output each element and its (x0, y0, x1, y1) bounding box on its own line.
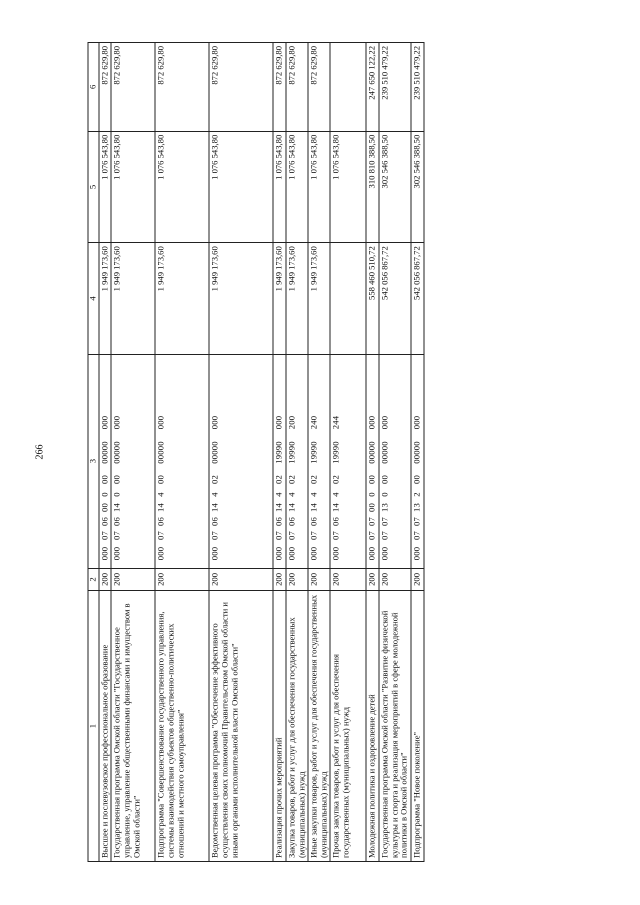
row-amount-v6: 872 629,80 (155, 43, 209, 132)
code-part: 000 (155, 546, 166, 561)
code-part: 00 (379, 475, 390, 485)
code-part: 000 (111, 415, 122, 430)
column-header: 3 (88, 354, 99, 568)
code-part: 000 (99, 415, 110, 430)
row-amount-v4: 1 949 173,60 (99, 243, 112, 354)
code-part: 000 (379, 415, 390, 430)
code-part: 13 (411, 503, 422, 513)
code-part: 02 (286, 475, 297, 485)
row-name: Иные закупки товаров, работ и услуг для обеспечения государственных (муниципальных) нужд (308, 591, 330, 862)
code-part: 000 (99, 546, 110, 561)
code-part: 000 (366, 546, 377, 561)
code-part: 4 (209, 492, 220, 497)
row-admin-code: 200 (411, 568, 424, 591)
row-classification-code (155, 354, 209, 568)
row-admin-code: 200 (111, 568, 155, 591)
row-amount-v5: 1 076 543,80 (155, 131, 209, 242)
row-admin-code: 200 (308, 568, 330, 591)
row-classification-code (209, 354, 273, 568)
code-part: 19990 (286, 441, 297, 464)
code-part: 00 (411, 475, 422, 485)
table-row (379, 43, 411, 862)
row-amount-v6 (330, 43, 366, 132)
row-amount-v5: 1 076 543,80 (286, 131, 308, 242)
row-amount-v4: 1 949 173,60 (111, 243, 155, 354)
code-part: 000 (411, 415, 422, 430)
code-part: 00 (99, 503, 110, 513)
code-part: 00 (155, 475, 166, 485)
code-part: 000 (111, 546, 122, 561)
table-row (273, 43, 286, 862)
row-amount-v4: 1 949 173,60 (308, 243, 330, 354)
row-amount-v4: 1 949 173,60 (209, 243, 273, 354)
row-classification-code (308, 354, 330, 568)
code-part: 00000 (209, 441, 220, 464)
code-part: 14 (111, 503, 122, 513)
code-part: 00 (366, 475, 377, 485)
table-row (330, 43, 366, 862)
code-part: 0 (379, 492, 390, 497)
code-part: 00 (111, 475, 122, 485)
row-name: Подпрограмма "Совершенствование государственного управления, системы взаимодействия субъектов общественно-политических отношений и местного самоуправления" (155, 591, 209, 862)
column-header: 5 (88, 131, 99, 242)
row-classification-code (286, 354, 308, 568)
code-part: 000 (366, 415, 377, 430)
code-part: 06 (286, 517, 297, 527)
code-part: 000 (379, 546, 390, 561)
code-part: 000 (155, 415, 166, 430)
code-part: 07 (366, 531, 377, 541)
code-part: 07 (411, 517, 422, 527)
code-part: 0 (366, 492, 377, 497)
rotated-page-content (88, 42, 553, 862)
code-part: 4 (286, 492, 297, 497)
row-name: Государственная программа Омской области "Развитие физической культуры и спорта и реализация мероприятий в сфере молодежной политики в Омской области" (379, 591, 411, 862)
code-part: 000 (330, 546, 341, 561)
row-admin-code: 200 (155, 568, 209, 591)
code-part: 4 (330, 492, 341, 497)
code-part: 00000 (155, 441, 166, 464)
row-amount-v4: 542 056 867,72 (379, 243, 411, 354)
budget-table (88, 42, 425, 862)
code-part: 000 (273, 546, 284, 561)
code-part: 07 (379, 531, 390, 541)
row-classification-code (273, 354, 286, 568)
code-part: 06 (111, 517, 122, 527)
table-row (99, 43, 112, 862)
code-part: 0 (99, 492, 110, 497)
code-part: 00 (366, 503, 377, 513)
row-amount-v6: 872 629,80 (308, 43, 330, 132)
code-part: 06 (99, 517, 110, 527)
row-amount-v5: 1 076 543,80 (99, 131, 112, 242)
code-part: 000 (286, 546, 297, 561)
row-name: Прочая закупка товаров, работ и услуг для обеспечения государственных (муниципальных) нужд (330, 591, 366, 862)
table-row (155, 43, 209, 862)
table-row (209, 43, 273, 862)
code-part: 240 (308, 415, 319, 430)
code-part: 07 (308, 531, 319, 541)
page-number: 266 (34, 444, 46, 460)
column-header: 4 (88, 243, 99, 354)
code-part: 02 (308, 475, 319, 485)
table-row (111, 43, 155, 862)
code-part: 2 (411, 492, 422, 497)
code-part: 07 (411, 531, 422, 541)
row-admin-code: 200 (99, 568, 112, 591)
row-amount-v4: 1 949 173,60 (155, 243, 209, 354)
code-part: 07 (111, 531, 122, 541)
row-name: Высшее и послевузовское профессиональное образование (99, 591, 112, 862)
code-part: 00000 (366, 441, 377, 464)
row-amount-v4: 1 949 173,60 (273, 243, 286, 354)
code-part: 4 (308, 492, 319, 497)
row-classification-code (366, 354, 379, 568)
row-classification-code (411, 354, 424, 568)
row-amount-v4 (330, 243, 366, 354)
code-part: 244 (330, 415, 341, 430)
column-header: 1 (88, 591, 99, 862)
code-part: 07 (286, 531, 297, 541)
code-part: 06 (273, 517, 284, 527)
row-amount-v4: 542 056 867,72 (411, 243, 424, 354)
code-part: 14 (286, 503, 297, 513)
table-row (366, 43, 379, 862)
row-amount-v5: 302 546 388,50 (379, 131, 411, 242)
code-part: 07 (366, 517, 377, 527)
code-part: 06 (308, 517, 319, 527)
code-part: 07 (99, 531, 110, 541)
code-part: 000 (273, 415, 284, 430)
code-part: 02 (273, 475, 284, 485)
row-name: Государственная программа Омской области "Государственное управление, управление общественными финансами и имуществом в Омской области" (111, 591, 155, 862)
row-amount-v4: 1 949 173,60 (286, 243, 308, 354)
table-body (99, 43, 424, 862)
row-amount-v5: 1 076 543,80 (330, 131, 366, 242)
column-header: 2 (88, 568, 99, 591)
code-part: 14 (308, 503, 319, 513)
row-amount-v6: 239 510 479,22 (379, 43, 411, 132)
code-part: 14 (209, 503, 220, 513)
code-part: 06 (209, 517, 220, 527)
code-part: 4 (273, 492, 284, 497)
row-classification-code (99, 354, 112, 568)
row-amount-v5: 1 076 543,80 (273, 131, 286, 242)
code-part: 06 (155, 517, 166, 527)
code-part: 13 (379, 503, 390, 513)
row-amount-v6: 872 629,80 (111, 43, 155, 132)
table-row (286, 43, 308, 862)
row-classification-code (330, 354, 366, 568)
row-name: Реализация прочих мероприятий (273, 591, 286, 862)
code-part: 000 (209, 546, 220, 561)
code-part: 14 (155, 503, 166, 513)
code-part: 000 (209, 415, 220, 430)
row-amount-v5: 302 546 388,50 (411, 131, 424, 242)
code-part: 07 (379, 517, 390, 527)
code-part: 14 (330, 503, 341, 513)
row-amount-v4: 558 460 510,72 (366, 243, 379, 354)
code-part: 19990 (273, 441, 284, 464)
code-part: 00000 (111, 441, 122, 464)
row-admin-code: 200 (286, 568, 308, 591)
row-classification-code (111, 354, 155, 568)
row-amount-v6: 872 629,80 (286, 43, 308, 132)
code-part: 07 (155, 531, 166, 541)
row-admin-code: 200 (273, 568, 286, 591)
row-amount-v5: 1 076 543,80 (111, 131, 155, 242)
code-part: 02 (209, 475, 220, 485)
code-part: 000 (411, 546, 422, 561)
code-part: 14 (273, 503, 284, 513)
code-part: 00000 (379, 441, 390, 464)
row-amount-v5: 310 810 388,50 (366, 131, 379, 242)
code-part: 07 (330, 531, 341, 541)
column-number-row (88, 43, 99, 862)
table-row (308, 43, 330, 862)
code-part: 200 (286, 415, 297, 430)
code-part: 00 (99, 475, 110, 485)
row-classification-code (379, 354, 411, 568)
code-part: 02 (330, 475, 341, 485)
row-amount-v5: 1 076 543,80 (209, 131, 273, 242)
code-part: 07 (209, 531, 220, 541)
row-amount-v6: 872 629,80 (273, 43, 286, 132)
code-part: 4 (155, 492, 166, 497)
code-part: 00000 (99, 441, 110, 464)
row-amount-v5: 1 076 543,80 (308, 131, 330, 242)
row-admin-code: 200 (330, 568, 366, 591)
row-name: Молодежная политика и оздоровление детей (366, 591, 379, 862)
row-admin-code: 200 (209, 568, 273, 591)
row-admin-code: 200 (379, 568, 411, 591)
code-part: 07 (273, 531, 284, 541)
code-part: 19990 (308, 441, 319, 464)
row-name: Ведомственная целевая программа "Обеспечение эффективного осуществления своих полномочий Правительством Омской области и иными органами исполнительной власти Омской области" (209, 591, 273, 862)
code-part: 00000 (411, 441, 422, 464)
table-row (411, 43, 424, 862)
row-amount-v6: 239 510 479,22 (411, 43, 424, 132)
code-part: 000 (308, 546, 319, 561)
column-header: 6 (88, 43, 99, 132)
code-part: 06 (330, 517, 341, 527)
code-part: 0 (111, 492, 122, 497)
row-name: Подпрограмма "Новое поколение" (411, 591, 424, 862)
row-amount-v6: 247 650 122,22 (366, 43, 379, 132)
row-amount-v6: 872 629,80 (209, 43, 273, 132)
row-amount-v6: 872 629,80 (99, 43, 112, 132)
code-part: 19990 (330, 441, 341, 464)
row-name: Закупка товаров, работ и услуг для обеспечения государственных (муниципальных) нужд (286, 591, 308, 862)
row-admin-code: 200 (366, 568, 379, 591)
